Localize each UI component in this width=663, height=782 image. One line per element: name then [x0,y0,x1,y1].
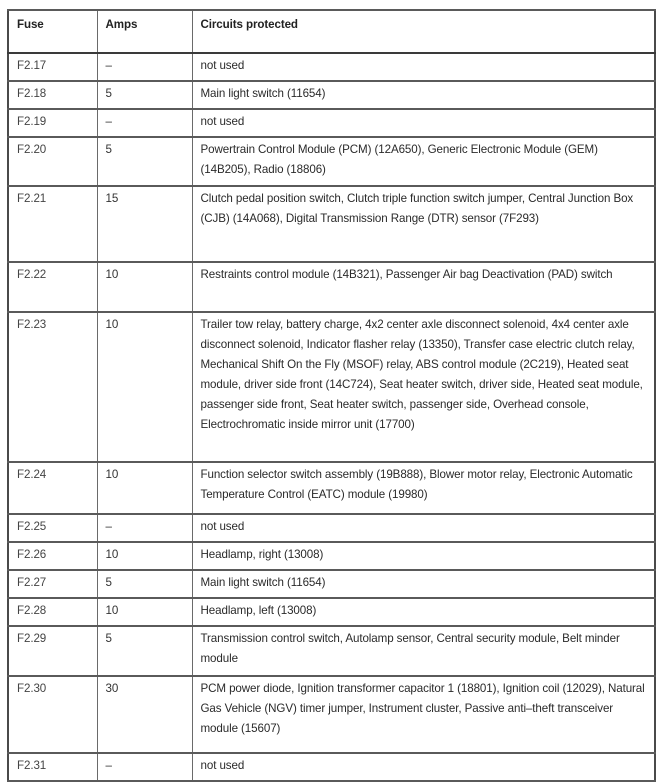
fuse-cell: F2.27 [8,570,97,598]
amps-cell: – [97,53,192,81]
amps-cell: 5 [97,570,192,598]
circuits-cell: Restraints control module (14B321), Passenger Air bag Deactivation (PAD) switch [192,262,655,312]
table-row [8,598,655,626]
fuse-cell: F2.24 [8,462,97,514]
table-body [8,53,655,781]
amps-cell: 5 [97,81,192,109]
table-row [8,53,655,81]
circuits-cell: Main light switch (11654) [192,570,655,598]
circuits-cell: not used [192,53,655,81]
amps-cell: 10 [97,312,192,462]
header-amps: Amps [97,10,192,53]
circuits-cell: Headlamp, right (13008) [192,542,655,570]
table-row [8,514,655,542]
fuse-cell: F2.18 [8,81,97,109]
fuse-cell: F2.26 [8,542,97,570]
circuits-cell: Trailer tow relay, battery charge, 4x2 center axle disconnect solenoid, 4x4 center axle disconnect solenoid, Indicator flasher relay (13350), Transfer case electric clutch relay, Mechanical Shift On the Fly (MSOF) relay, ABS control module (2C219), Heated seat module, driver side front (14C724), Seat heater switch, driver side, Heated seat module, passenger side front, Seat heater switch, passenger side, Overhead console, Electrochromatic inside mirror unit (17700) [192,312,655,462]
amps-cell: – [97,753,192,781]
fuse-cell: F2.21 [8,186,97,262]
circuits-cell: Transmission control switch, Autolamp sensor, Central security module, Belt minder module [192,626,655,676]
table-row [8,262,655,312]
table-row [8,186,655,262]
amps-cell: 15 [97,186,192,262]
fuse-cell: F2.31 [8,753,97,781]
circuits-cell: Headlamp, left (13008) [192,598,655,626]
fuse-cell: F2.25 [8,514,97,542]
header-row [8,10,655,53]
circuits-cell: Main light switch (11654) [192,81,655,109]
table-row [8,109,655,137]
circuits-cell: not used [192,109,655,137]
table-row [8,676,655,753]
amps-cell: 5 [97,137,192,186]
table-row [8,753,655,781]
fuse-cell: F2.23 [8,312,97,462]
circuits-cell: not used [192,514,655,542]
table-row [8,626,655,676]
fuse-cell: F2.28 [8,598,97,626]
fuse-cell: F2.20 [8,137,97,186]
fuse-cell: F2.19 [8,109,97,137]
amps-cell: 5 [97,626,192,676]
fuse-cell: F2.30 [8,676,97,753]
table-row [8,137,655,186]
table-row [8,570,655,598]
header-fuse: Fuse [8,10,97,53]
table-header [8,10,655,53]
amps-cell: 30 [97,676,192,753]
fuse-table [7,9,656,782]
circuits-cell: PCM power diode, Ignition transformer capacitor 1 (18801), Ignition coil (12029), Natural Gas Vehicle (NGV) timer jumper, Instrument cluster, Passive anti–theft transceiver module (15607) [192,676,655,753]
fuse-cell: F2.22 [8,262,97,312]
table-row [8,312,655,462]
circuits-cell: Powertrain Control Module (PCM) (12A650), Generic Electronic Module (GEM) (14B205), Radio (18806) [192,137,655,186]
fuse-cell: F2.17 [8,53,97,81]
fuse-cell: F2.29 [8,626,97,676]
amps-cell: – [97,109,192,137]
amps-cell: 10 [97,462,192,514]
circuits-cell: Function selector switch assembly (19B888), Blower motor relay, Electronic Automatic Temperature Control (EATC) module (19980) [192,462,655,514]
amps-cell: 10 [97,598,192,626]
circuits-cell: not used [192,753,655,781]
header-circuits-protected: Circuits protected [192,10,655,53]
table-row [8,542,655,570]
amps-cell: 10 [97,262,192,312]
amps-cell: – [97,514,192,542]
amps-cell: 10 [97,542,192,570]
circuits-cell: Clutch pedal position switch, Clutch triple function switch jumper, Central Junction Box (CJB) (14A068), Digital Transmission Range (DTR) sensor (7F293) [192,186,655,262]
table-row [8,462,655,514]
table-row [8,81,655,109]
